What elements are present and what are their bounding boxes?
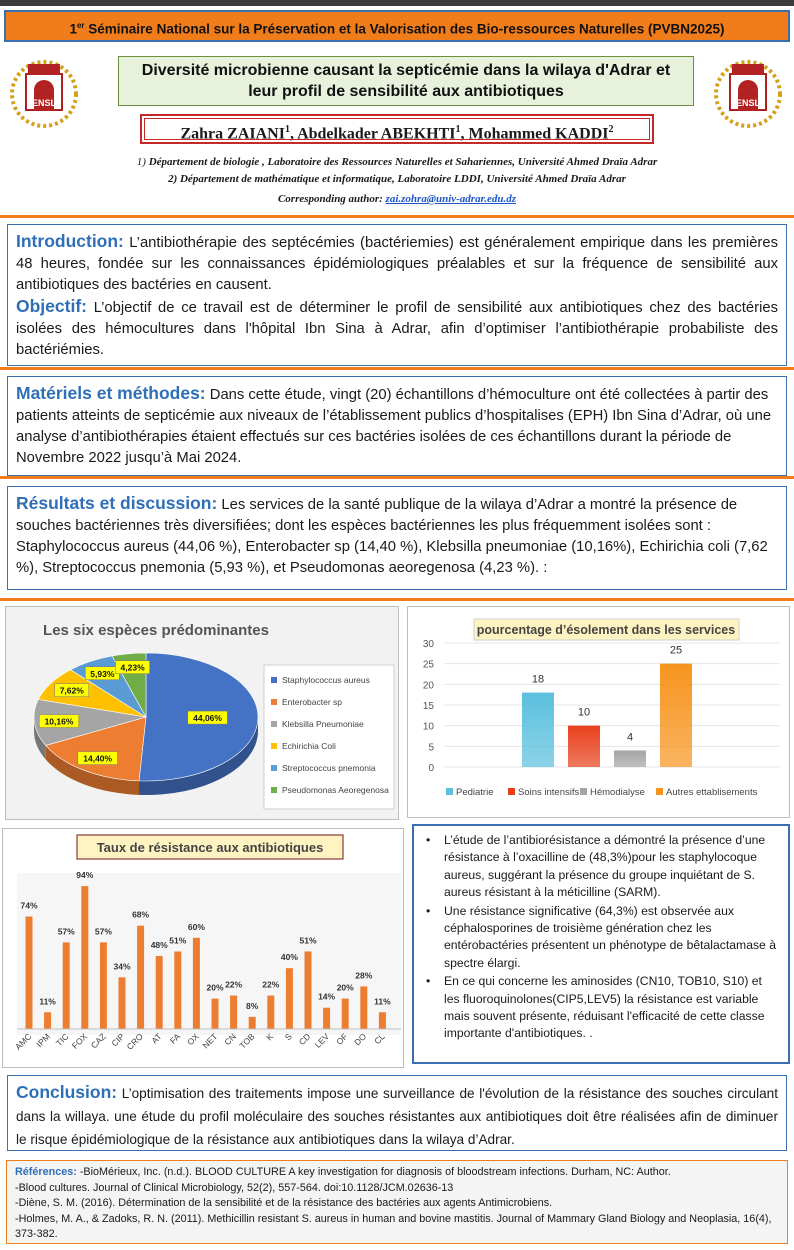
x-tick-label: FOX [69,1031,90,1051]
resistance-title: Taux de résistance aux antibiotiques [96,840,324,855]
y-tick-label: 0 [428,763,434,774]
resistance-value-label: 74% [20,900,38,911]
resistance-bar [249,1017,256,1029]
email-link[interactable]: zai.zohra@univ-adrar.edu.dz [385,193,517,205]
author: Mohammed KADDI [468,125,609,143]
legend-entry: Streptococcus pnemonia [282,763,376,773]
resistance-bar [26,917,33,1029]
legend-entry: Autres ettablisements [666,787,758,798]
resistance-bar [174,951,181,1029]
services-title: pourcentage d’ésolement dans les services [476,623,736,637]
legend-swatch [656,788,663,795]
y-tick-label: 15 [422,701,434,712]
resistance-value-label: 40% [280,952,298,963]
seminar-banner: 1er Séminaire National sur la Préservation et la Valorisation des Bio-ressources Naturelles (PVBN2025) [4,10,790,42]
authors: Zahra ZAIANI$^1$, Abdelkader ABEKHTI$^1$, Mohammed KADDI$^2$ [140,114,654,144]
legend-entry: Enterobacter sp [282,697,343,707]
services-bar [522,693,554,767]
results-section: Résultats et discussion: Les services de la santé publique de la wilaya d’Adrar a montré la présence de souches bactériennes très diversifiées; dont les espèces bactériennes les plus fréquemment isolées sont : Staphylococcus aureus (44,06 %), Enterobacter sp (14,40 %), Klebsilla pneumoniae (10,16%), Echirichia coli (7,62 %), Streptococcus pnemonia (5,93 %), et Pseudomonas aeoregenosa (4,23 %). : [7,486,787,590]
pie-label-text: 5,93% [90,668,115,679]
legend-entry: Echirichia Coli [282,741,336,751]
legend-swatch [271,765,277,771]
y-tick-label: 30 [422,639,434,650]
pie-label-text: 10,16% [44,716,74,727]
legend-swatch [580,788,587,795]
introduction-section: Introduction: L’antibiothérapie des septécémies (bactériemies) est généralement empirique dans les premières 48 heures, fondée sur les connaissances épidémiologiques préalables et sur la fréquence de sensibilité aux antibiotiques des bactéries en causent. Objectif: L’objectif de ce travail est de déterminer le profil de sensibilité aux antibiotiques chez des bactéries isolées des hémocultures dans l'hôpital Ibn Sina à Adrar, afin d’optimiser l’antibiothérapie probabiliste des bactériémies. [7,224,787,366]
x-tick-label: IPM [34,1031,53,1050]
references-section: Références: -BioMérieux, Inc. (n.d.). BLOOD CULTURE A key investigation for diagnosis of bloodstream infections. Durham, NC: Author. -Blood cultures. Journal of Clinical Microbiology, 52(2), 557-564. doi:10.1128/JCM.02636-13 -Diène, S. M. (2016). Détermination de la sensibilité et de la résistance des bactéries aux agents Antimicrobiens. -Holmes, M. A., & Zadoks, R. N. (2011). Methicillin resistant S. aureus in human and bovine mastitis. Journal of Mammary Gland Biology and Neoplasia, 16(4), 373-382. [6,1160,788,1244]
x-tick-label: CN [222,1031,239,1048]
resistance-value-label: 51% [169,935,187,946]
resistance-value-label: 34% [113,961,131,972]
legend-swatch [271,677,277,683]
legend-swatch [446,788,453,795]
services-bar [614,750,646,767]
legend-swatch [508,788,515,795]
resistance-value-label: 94% [76,870,94,881]
pie-title: Les six espèces prédominantes [43,622,269,639]
resistance-bar [193,938,200,1029]
services-bar [660,664,692,767]
x-tick-label: CD [296,1031,313,1048]
pie-label-text: 44,06% [193,713,222,724]
pie-data-label [116,661,150,674]
y-tick-label: 25 [422,659,434,671]
pie-data-label [85,667,119,680]
pie-data-label [39,715,79,728]
resistance-bar [342,999,349,1029]
resistance-value-label: 48% [150,940,168,951]
x-tick-label: TOB [237,1031,257,1051]
services-bar [568,726,600,767]
pie-label-text: 14,40% [83,753,113,764]
x-tick-label: OX [185,1031,201,1048]
legend-entry: Pseudomonas Aeoregenosa [282,785,389,795]
services-title-group [474,619,739,640]
reference-item: -Diène, S. M. (2016). Détermination de la sensibilité et de la résistance des bactéries aux agents Antimicrobiens. [15,1197,553,1209]
logo-text: ENSL [735,98,761,108]
resistance-bar [267,996,274,1029]
services-bar-chart [408,607,789,817]
x-tick-label: K [264,1031,276,1043]
x-tick-label: CIP [109,1031,127,1049]
pie-chart [6,607,398,819]
x-tick-label: FA [167,1031,183,1046]
corresponding-author: Corresponding author: zai.zohra@univ-adrar.edu.dz [277,193,517,205]
resistance-value-label: 22% [225,979,243,990]
resistance-bar [44,1012,51,1029]
resistance-bar [100,942,107,1029]
resistance-value-label: 57% [57,926,75,937]
resistance-value-label: 14% [318,991,336,1002]
divider [0,215,794,218]
services-chart-panel [407,606,790,818]
resistance-value-label: 22% [262,979,280,990]
resistance-bar [156,956,163,1029]
affiliation-1: 1) Département de biologie , Laboratoire des Ressources Naturelles et Sahariennes, Université Ahmed Draïa Adrar [136,156,658,168]
divider [0,598,794,601]
x-tick-label: CAZ [88,1031,108,1051]
resistance-value-label: 11% [39,996,56,1007]
pie-chart-panel [5,606,399,820]
resistance-bar [305,951,312,1029]
divider [0,476,794,479]
ensl-logo-left [8,56,80,128]
x-tick-label: CRO [124,1031,146,1052]
resistance-value-label: 8% [246,1000,259,1011]
y-tick-label: 10 [422,721,434,733]
resistance-bar [119,977,126,1029]
resistance-bar [323,1008,330,1029]
resistance-value-label: 57% [94,926,112,937]
pie-data-label [188,711,228,724]
legend-swatch [271,743,277,749]
legend-entry: Klebsilla Pneumoniae [282,719,364,729]
legend-swatch [271,721,277,727]
divider [0,367,794,370]
resistance-value-label: 60% [187,921,205,932]
author: Zahra ZAIANI [180,125,285,143]
services-value-label: 10 [577,706,591,719]
logo-text: ENSL [31,98,57,108]
resistance-value-label: 11% [374,996,391,1007]
x-tick-label: DO [352,1031,369,1048]
resistance-value-label: 20% [336,982,354,993]
resistance-bar-chart [3,829,403,1067]
legend-entry: Staphylococcus aureus [282,675,370,685]
x-tick-label: OF [334,1031,350,1047]
legend-swatch [271,787,277,793]
poster-title: Diversité microbienne causant la septicémie dans la wilaya d'Adrar et leur profil de sensibilité aux antibiotiques [118,56,694,106]
methods-section: Matériels et méthodes: Dans cette étude, vingt (20) échantillons d’hémoculture ont été collectées à partir des patients atteints de septicémie aux niveaux de l’établissement publics d’hospitalises (EPH) Ibn Sina d’Adrar, où une analyse d’antibiothérapies étaient effectués sur ces bactéries isolées de ces échantillons durant la période de Novembre 2022 jusqu’à Mai 2024. [7,376,787,476]
legend-entry: Soins intensifs [518,787,580,798]
resistance-chart-panel [2,828,404,1068]
pie-label-text: 4,23% [120,662,145,673]
pie-data-label [78,752,118,765]
reference-item: -Holmes, M. A., & Zadoks, R. N. (2011). Methicillin resistant S. aureus in human and bovine mastitis. Journal of Mammary Gland Biology and Neoplasia, 16(4), 373-382. [15,1212,772,1240]
conclusion-section: Conclusion: L’optimisation des traitements impose une surveillance de l'évolution de la résistance des souches circulant dans la willaya. une étude du profil moléculaire des souches résistantes aux antibiotiques doit être réalisées afin de diminuer le risque épidémiologique de la résistance aux antibiotiques dans la wilaya d’Adrar. [7,1075,787,1151]
resistance-bar [212,999,219,1029]
x-tick-label: LEV [312,1031,332,1050]
legend-entry: Hémodialyse [590,787,645,798]
resistance-bar [63,942,70,1029]
x-tick-label: TIC [53,1031,71,1049]
resistance-bar [137,926,144,1029]
y-tick-label: 20 [422,680,434,692]
resistance-value-label: 68% [132,909,150,920]
x-tick-label: AT [149,1031,164,1046]
affiliation-2: 2) Département de mathématique et informatique, Laboratoire LDDI, Université Ahmed Draïa Adrar [168,173,626,185]
resistance-value-label: 51% [299,935,317,946]
pie-label-text: 7,62% [59,685,84,696]
resistance-bar [81,886,88,1029]
services-value-label: 18 [531,673,545,686]
x-tick-label: S [282,1031,294,1043]
resistance-value-label: 20% [206,982,224,993]
services-value-label: 25 [669,644,683,657]
reference-item: -Blood cultures. Journal of Clinical Microbiology, 52(2), 557-564. doi:10.1128/JCM.02636-13 [15,1181,454,1194]
x-tick-label: NET [200,1031,220,1051]
resistance-bar [286,968,293,1029]
list-item: • Une résistance significative (64,3%) est observée aux céphalosporines de troisième génération chez les entérobactéries présentent un phénotype de bêtalactamase à spectre élargi. [422,903,780,973]
author: Abdelkader ABEKHTI [297,125,456,143]
findings-bullets [412,824,790,1064]
pie-data-label [55,684,89,697]
resistance-bar [360,986,367,1029]
pie-legend [264,665,394,809]
resistance-bar [230,996,237,1029]
list-item: • L’étude de l’antibiorésistance a démontré la présence d’une résistance à l’oxacilline de (48,3%)pour les staphylocoque aureus, suggérant la présence du groupe inquiétant de S. aureus résistant à la méticilline (SARM). [422,832,780,902]
resistance-title-group [77,835,343,859]
top-bar [0,0,794,6]
resistance-value-label: 28% [355,970,373,981]
y-tick-label: 5 [428,742,434,754]
services-value-label: 4 [626,731,634,744]
list-item: • En ce qui concerne les aminosides (CN10, TOB10, S10) et les fluoroquinolones(CIP5,LEV5) la résistance est variable mais souvent présente, réduisant l'efficacité de cette classe importante d'antibiotiques. . [422,973,780,1043]
x-tick-label: AMC [12,1031,34,1052]
x-tick-label: CL [372,1031,387,1047]
legend-entry: Pediatrie [456,787,494,798]
ensl-logo-right [712,56,784,128]
services-legend [446,787,758,798]
legend-swatch [271,699,277,705]
resistance-bar [379,1012,386,1029]
